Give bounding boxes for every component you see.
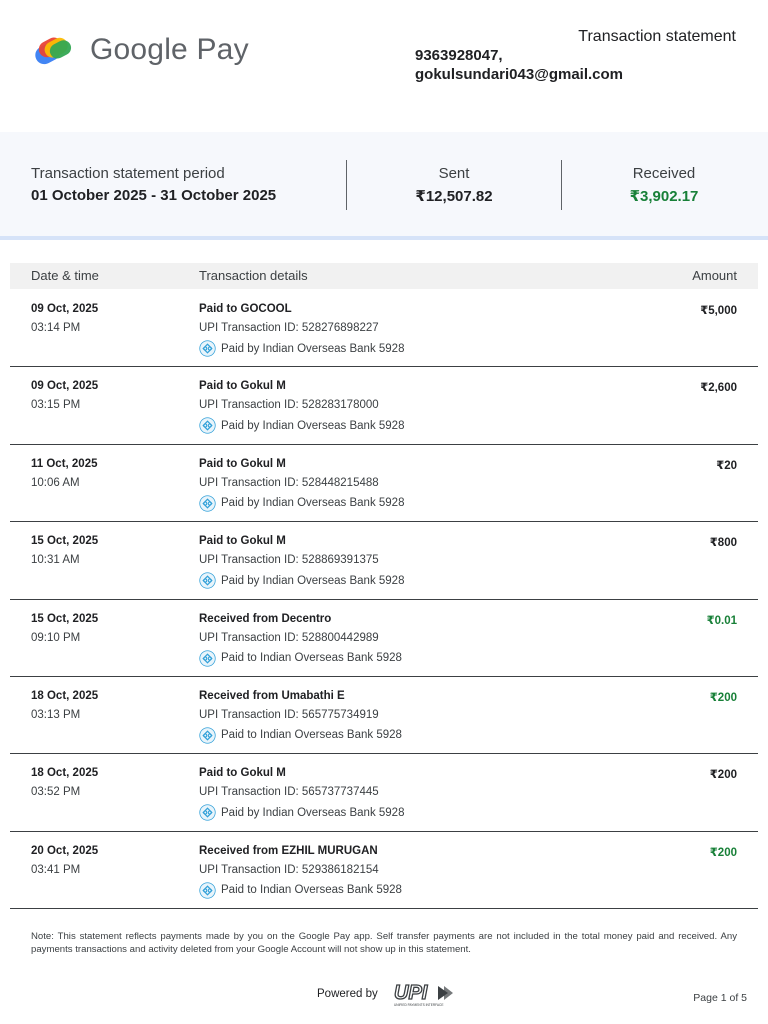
- indian-overseas-bank-icon: [199, 495, 216, 512]
- upi-transaction-id: UPI Transaction ID: 528276898227: [199, 322, 379, 334]
- indian-overseas-bank-icon: [199, 650, 216, 667]
- transaction-time: 03:14 PM: [31, 322, 81, 334]
- brand: [32, 32, 249, 68]
- received-label: Received: [632, 165, 696, 182]
- upi-transaction-id: UPI Transaction ID: 565737737445: [199, 786, 379, 799]
- upi-transaction-id: UPI Transaction ID: 528448215488: [199, 476, 379, 489]
- summary-divider: [561, 160, 562, 210]
- statement-footer: [0, 980, 768, 1010]
- statement-period: [31, 165, 276, 204]
- transaction-date: 15 Oct, 2025: [31, 612, 99, 625]
- bank-account: [199, 340, 404, 357]
- brand-name: Google Pay: [90, 33, 249, 66]
- header-amount: Amount: [692, 268, 737, 283]
- statement-summary: [0, 132, 768, 240]
- indian-overseas-bank-icon: [199, 727, 216, 744]
- powered-by-label: Powered by: [317, 988, 378, 1000]
- indian-overseas-bank-icon: [199, 417, 216, 434]
- indian-overseas-bank-icon: [199, 804, 216, 821]
- transaction-date: 18 Oct, 2025: [31, 767, 99, 780]
- transaction-date: 11 Oct, 2025: [31, 457, 98, 470]
- table-row: [10, 832, 758, 909]
- upi-transaction-id: UPI Transaction ID: 528283178000: [199, 399, 379, 412]
- transaction-title: Paid to Gokul M: [199, 767, 286, 780]
- header-transaction-details: Transaction details: [199, 268, 308, 283]
- indian-overseas-bank-icon: [199, 340, 216, 357]
- transaction-amount: ₹200: [709, 846, 737, 859]
- transaction-time: 09:10 PM: [31, 631, 81, 644]
- bank-account: [199, 804, 404, 821]
- transactions-table-header: [10, 263, 758, 289]
- bank-account-label: Paid to Indian Overseas Bank 5928: [221, 884, 402, 897]
- sent-value: ₹12,507.82: [415, 188, 493, 205]
- transaction-date: 18 Oct, 2025: [31, 689, 99, 702]
- received-value: ₹3,902.17: [629, 188, 699, 205]
- period-value: 01 October 2025 - 31 October 2025: [31, 187, 277, 204]
- statement-note: Note: This statement reflects payments made by you on the Google Pay app. Self transfer payments are not included in the total money paid and received. Any payments transactions and activity deleted from your Google Account will not show up in this statement.: [31, 931, 737, 955]
- bank-account: [199, 417, 404, 434]
- bank-account-label: Paid to Indian Overseas Bank 5928: [221, 729, 402, 742]
- table-row: [10, 522, 758, 599]
- transaction-amount: ₹5,000: [700, 305, 737, 317]
- sent-total: [397, 165, 511, 205]
- bank-account-label: Paid by Indian Overseas Bank 5928: [221, 574, 405, 587]
- upi-transaction-id: UPI Transaction ID: 528869391375: [199, 554, 379, 567]
- table-row: [10, 600, 758, 677]
- upi-logo-icon: [392, 982, 454, 1008]
- transaction-date: 15 Oct, 2025: [31, 535, 99, 548]
- transaction-time: 03:41 PM: [31, 863, 81, 876]
- transaction-title: Paid to Gokul M: [199, 380, 286, 393]
- table-row: [10, 445, 758, 522]
- period-label: Transaction statement period: [31, 165, 225, 182]
- indian-overseas-bank-icon: [199, 572, 216, 589]
- transaction-amount: ₹2,600: [700, 382, 737, 395]
- bank-account: [199, 495, 404, 512]
- transaction-title: Received from Decentro: [199, 612, 332, 625]
- transaction-amount: ₹200: [709, 691, 737, 704]
- upi-logo-text: UPI: [394, 982, 428, 1004]
- header-date-time: Date & time: [31, 268, 99, 283]
- sent-label: Sent: [438, 165, 470, 182]
- transaction-time: 03:15 PM: [31, 399, 81, 412]
- upi-transaction-id: UPI Transaction ID: 565775734919: [199, 708, 379, 721]
- transaction-time: 03:13 PM: [31, 708, 81, 721]
- bank-account: [199, 882, 402, 899]
- summary-divider: [346, 160, 347, 210]
- email-address: gokulsundari043@gmail.com: [415, 66, 624, 83]
- transaction-amount: ₹200: [709, 769, 737, 782]
- bank-account-label: Paid by Indian Overseas Bank 5928: [221, 419, 405, 432]
- transaction-title: Received from EZHIL MURUGAN: [199, 844, 378, 857]
- transaction-title: Paid to Gokul M: [199, 535, 286, 548]
- upi-transaction-id: UPI Transaction ID: 528800442989: [199, 631, 379, 644]
- transaction-title: Received from Umabathi E: [199, 689, 345, 702]
- transaction-time: 03:52 PM: [31, 786, 81, 799]
- transactions-table: [10, 290, 758, 909]
- table-row: [10, 754, 758, 831]
- indian-overseas-bank-icon: [199, 882, 216, 899]
- account-contact: [415, 46, 623, 84]
- transaction-time: 10:06 AM: [31, 476, 80, 489]
- transaction-date: 09 Oct, 2025: [31, 303, 99, 315]
- upi-tagline: UNIFIED PAYMENTS INTERFACE: [394, 1003, 444, 1007]
- table-row: [10, 290, 758, 367]
- statement-header: [0, 0, 768, 132]
- bank-account: [199, 727, 402, 744]
- bank-account-label: Paid by Indian Overseas Bank 5928: [221, 497, 405, 510]
- bank-account-label: Paid by Indian Overseas Bank 5928: [221, 806, 405, 819]
- transaction-date: 09 Oct, 2025: [31, 380, 99, 393]
- phone-number: 9363928047,: [415, 47, 503, 64]
- page-number: Page 1 of 5: [693, 992, 747, 1004]
- transaction-title: Paid to Gokul M: [199, 457, 286, 470]
- table-row: [10, 367, 758, 444]
- transaction-time: 10:31 AM: [31, 554, 80, 567]
- table-row: [10, 677, 758, 754]
- google-pay-logo-icon: [32, 32, 76, 68]
- bank-account: [199, 572, 404, 589]
- transaction-amount: ₹20: [716, 459, 737, 472]
- statement-title: Transaction statement: [578, 28, 736, 45]
- upi-transaction-id: UPI Transaction ID: 529386182154: [199, 863, 379, 876]
- transaction-title: Paid to GOCOOL: [199, 303, 292, 315]
- transaction-date: 20 Oct, 2025: [31, 844, 99, 857]
- bank-account-label: Paid to Indian Overseas Bank 5928: [221, 652, 402, 665]
- bank-account: [199, 650, 402, 667]
- transaction-amount: ₹0.01: [706, 614, 737, 627]
- received-total: [608, 165, 720, 205]
- transaction-amount: ₹800: [709, 537, 737, 550]
- bank-account-label: Paid by Indian Overseas Bank 5928: [221, 342, 405, 355]
